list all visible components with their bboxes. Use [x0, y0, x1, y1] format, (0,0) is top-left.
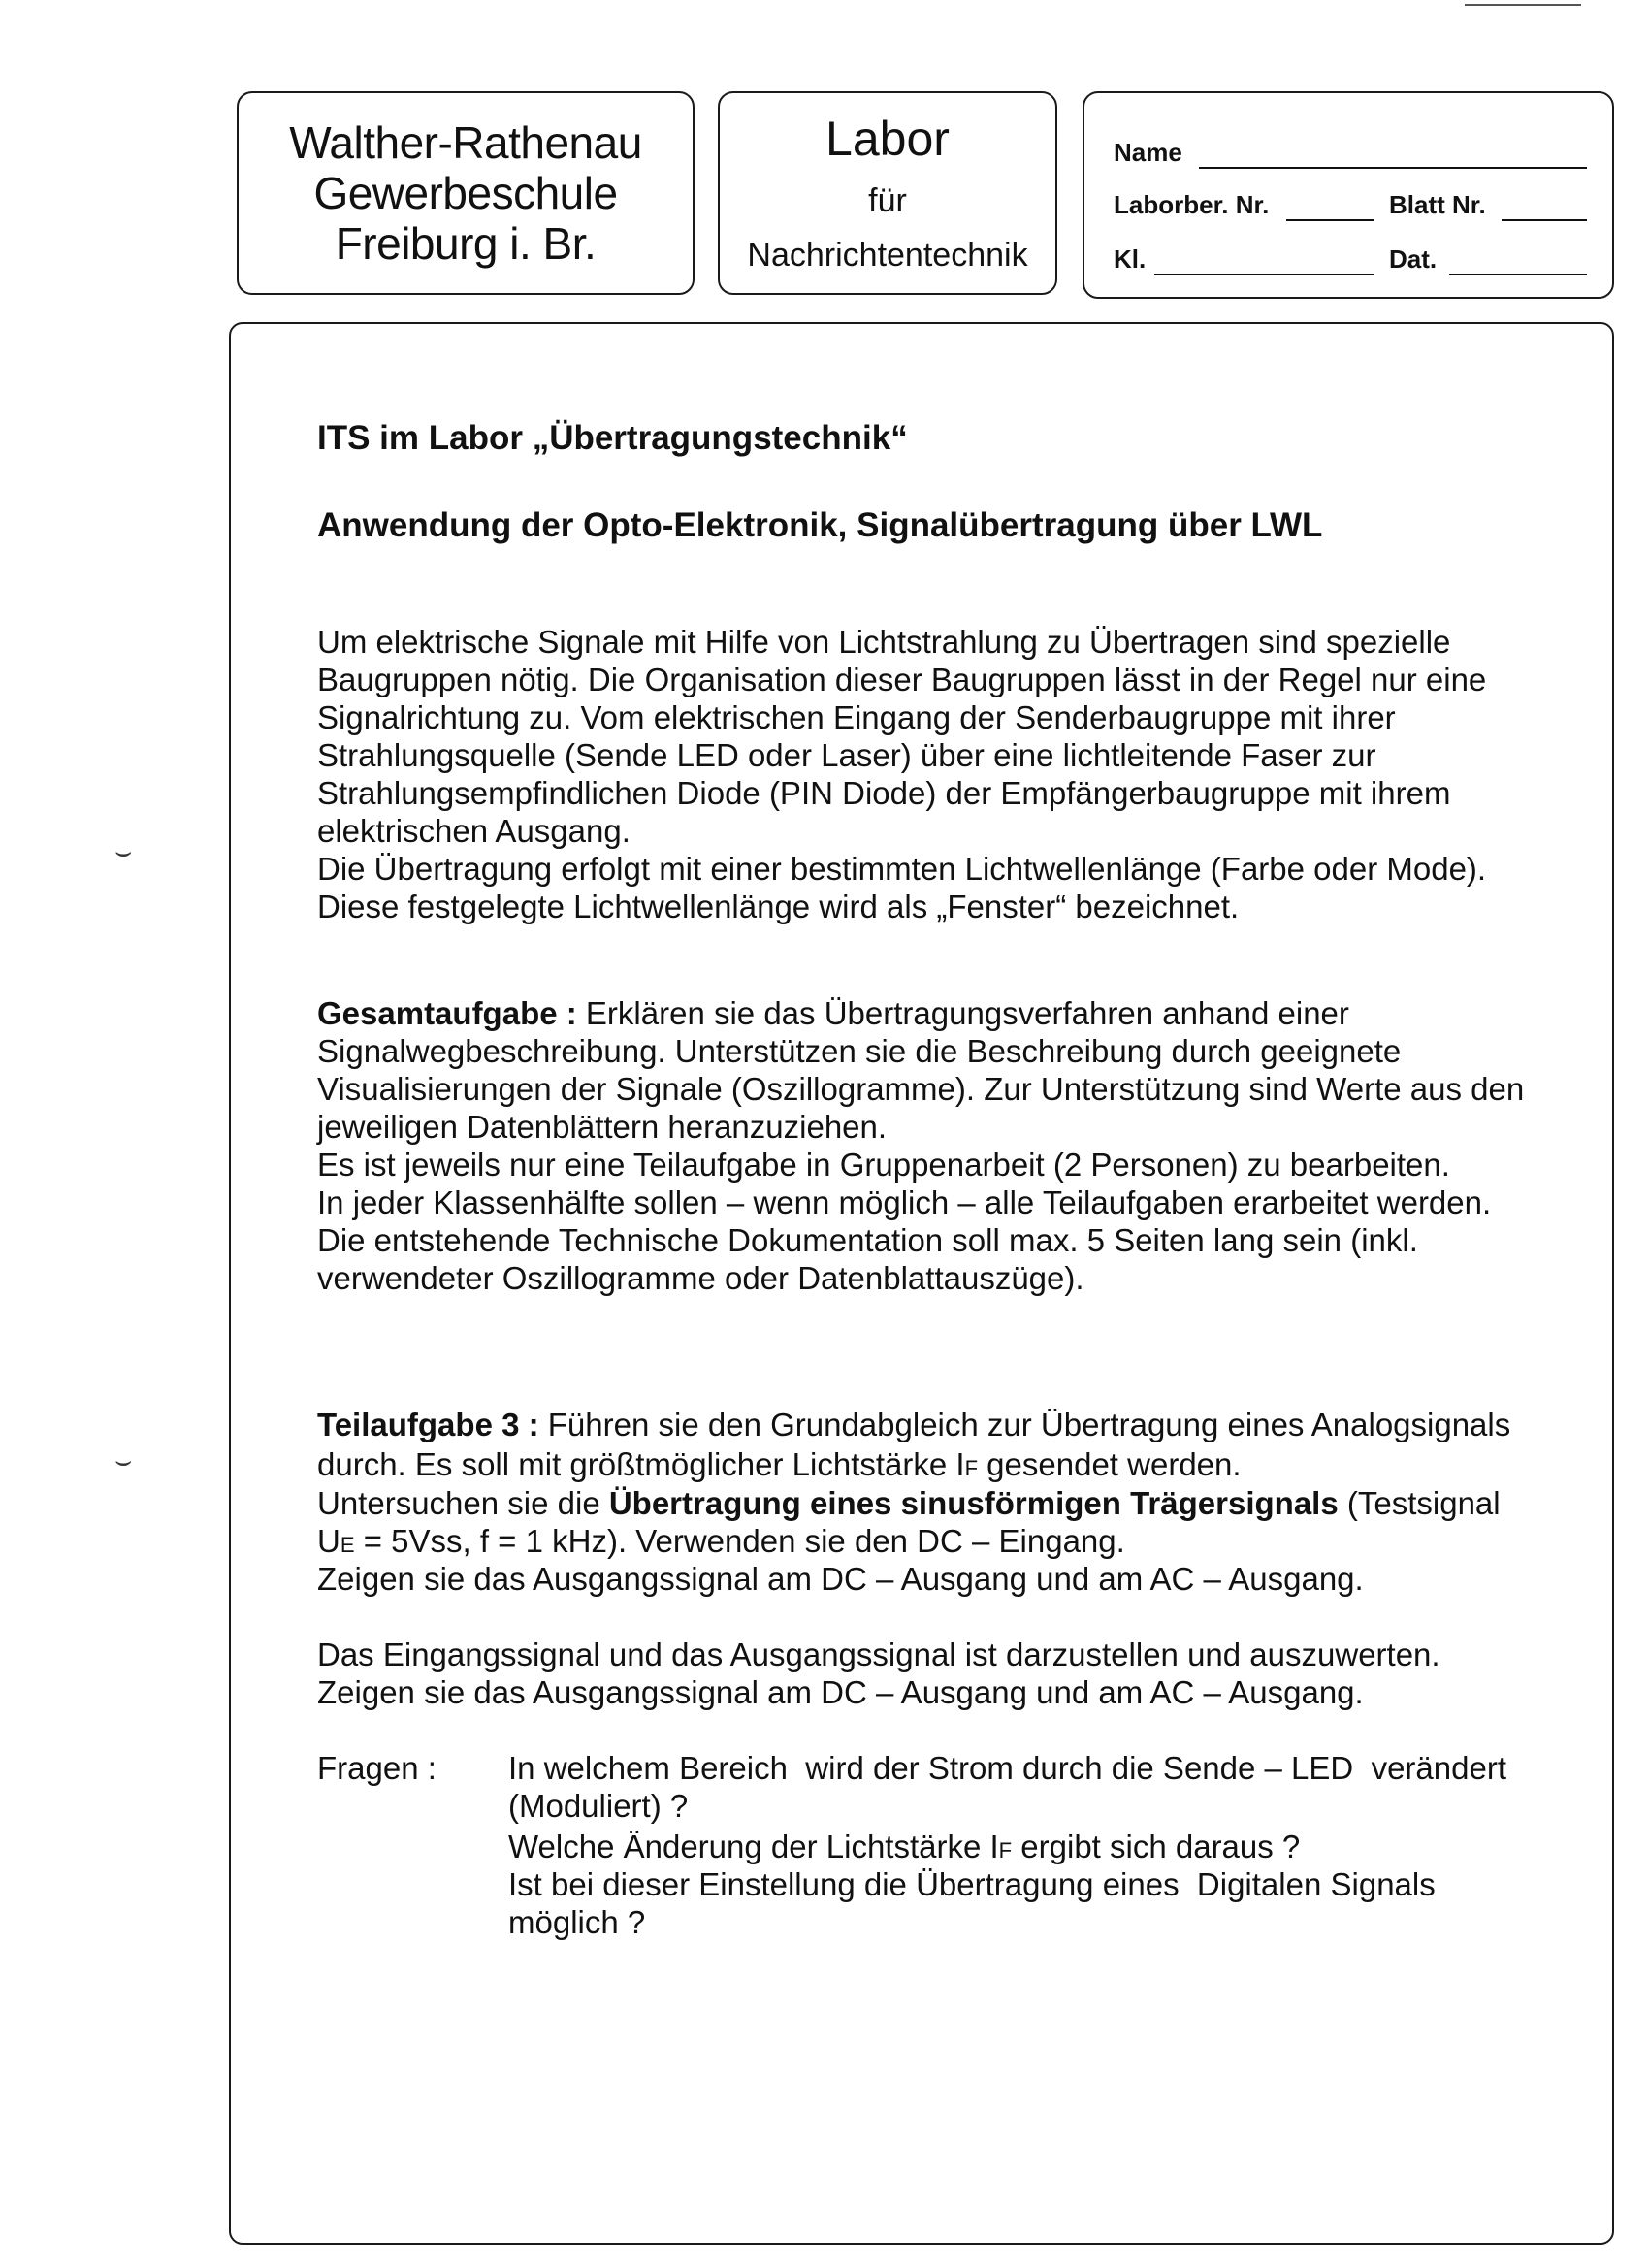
frage-2: [508, 1828, 1300, 1869]
teil-text-4b: = 5Vss, f = 1 kHz). Verwenden sie den DC – Eingang.: [354, 1523, 1125, 1559]
intro-line-7: Die Übertragung erfolgt mit einer bestimmten Lichtwellenlänge (Farbe oder Mode).: [317, 851, 1487, 887]
gesamt-line-1: [317, 994, 1349, 1032]
teil-line-7: Zeigen sie das Ausgangssignal am DC – Ausgang und am AC – Ausgang.: [317, 1674, 1364, 1710]
intro-line-6: elektrischen Ausgang.: [317, 813, 630, 849]
teil-text-2b: gesendet werden.: [978, 1446, 1242, 1482]
gesamt-line-5: Es ist jeweils nur eine Teilaufgabe in Gruppenarbeit (2 Personen) zu bearbeiten.: [317, 1147, 1450, 1183]
lab-department: Nachrichtentechnik: [747, 237, 1028, 274]
gesamt-line-6: In jeder Klassenhälfte sollen – wenn möglich – alle Teilaufgaben erarbeitet werden.: [317, 1184, 1492, 1220]
gesamt-line-7: Die entstehende Technische Dokumentation soll max. 5 Seiten lang sein (inkl.: [317, 1222, 1418, 1258]
klasse-field[interactable]: [1154, 274, 1374, 275]
if-subscript: F: [964, 1456, 979, 1480]
teil-line-2: [317, 1445, 1242, 1487]
teil-label: Teilaufgabe 3 :: [317, 1407, 539, 1442]
intro-line-2: Baugruppen nötig. Die Organisation dieser Baugruppen lässt in der Regel nur eine: [317, 662, 1487, 697]
gesamt-line-8: verwendeter Oszillogramme oder Datenblattauszüge).: [317, 1260, 1084, 1296]
teil-text-3c: (Testsignal: [1338, 1485, 1501, 1521]
datum-label: Dat.: [1389, 244, 1438, 274]
scan-mark-left-2: ⌣: [114, 1445, 133, 1475]
ue-symbol: U: [317, 1523, 340, 1559]
school-name-line-3: Freiburg i. Br.: [335, 218, 597, 269]
gesamt-first: Erklären sie das Übertragungsverfahren anhand einer: [576, 995, 1349, 1031]
teil-text-3a: Untersuchen sie die: [317, 1485, 609, 1521]
title-anwendung: Anwendung der Opto-Elektronik, Signalübertragung über LWL: [317, 506, 1323, 544]
lab-title: Labor: [825, 112, 950, 166]
if-symbol: I: [955, 1446, 965, 1482]
laborber-field[interactable]: [1286, 219, 1374, 221]
fragen-label: Fragen :: [317, 1750, 436, 1786]
intro-line-1: Um elektrische Signale mit Hilfe von Lichtstrahlung zu Übertragen sind spezielle: [317, 624, 1451, 660]
scan-mark-left-1: ⌣: [114, 836, 133, 866]
frage-2-if-subscript: F: [998, 1838, 1013, 1863]
teil-text-2a: durch. Es soll mit größtmöglicher Lichtstärke: [317, 1446, 956, 1482]
teil-line-6: Das Eingangssignal und das Ausgangssignal ist darzustellen und auszuwerten.: [317, 1636, 1440, 1672]
teil-text-1: Führen sie den Grundabgleich zur Übertragung eines Analogsignals: [538, 1407, 1511, 1442]
datum-field[interactable]: [1449, 274, 1587, 275]
gesamt-label: Gesamtaufgabe :: [317, 995, 577, 1031]
frage-1-line-2: (Moduliert) ?: [508, 1788, 689, 1824]
blatt-label: Blatt Nr.: [1389, 190, 1486, 219]
gesamt-line-3: Visualisierungen der Signale (Oszillogramme). Zur Unterstützung sind Werte aus den: [317, 1071, 1525, 1107]
frage-1-line-1: In welchem Bereich wird der Strom durch die Sende – LED verändert: [508, 1750, 1506, 1786]
title-its: ITS im Labor „Übertragungstechnik“: [317, 419, 908, 457]
student-info-box: [1083, 91, 1614, 299]
frage-3-line-1: Ist bei dieser Einstellung die Übertragung eines Digitalen Signals: [508, 1866, 1436, 1902]
ue-subscript: E: [340, 1533, 355, 1557]
intro-line-3: Signalrichtung zu. Vom elektrischen Eingang der Senderbaugruppe mit ihrer: [317, 699, 1396, 735]
frage-2-if-symbol: I: [989, 1829, 999, 1864]
school-header-box: [237, 91, 695, 295]
klasse-label: Kl.: [1114, 244, 1147, 274]
name-field[interactable]: [1199, 167, 1587, 169]
frage-2a: Welche Änderung der Lichtstärke: [508, 1829, 990, 1864]
intro-line-4: Strahlungsquelle (Sende LED oder Laser) über eine lichtleitende Faser zur: [317, 737, 1376, 773]
intro-line-5: Strahlungsempfindlichen Diode (PIN Diode) der Empfängerbaugruppe mit ihrem: [317, 775, 1451, 811]
teil-line-5: Zeigen sie das Ausgangssignal am DC – Ausgang und am AC – Ausgang.: [317, 1561, 1364, 1597]
teil-line-1: [317, 1406, 1510, 1443]
frage-2b: ergibt sich daraus ?: [1012, 1829, 1301, 1864]
teil-line-4: [317, 1522, 1125, 1564]
lab-fuer: für: [868, 182, 907, 219]
name-label: Name: [1114, 138, 1182, 167]
frage-3-line-2: möglich ?: [508, 1904, 646, 1940]
scan-mark-top: [1465, 4, 1581, 6]
teil-text-3b: Übertragung eines sinusförmigen Trägersignals: [608, 1485, 1339, 1521]
intro-line-8: Diese festgelegte Lichtwellenlänge wird als „Fenster“ bezeichnet.: [317, 889, 1240, 924]
blatt-field[interactable]: [1502, 219, 1587, 221]
school-name-line-1: Walther-Rathenau: [289, 117, 642, 168]
gesamt-line-4: jeweiligen Datenblättern heranzuziehen.: [317, 1109, 888, 1145]
laborber-label: Laborber. Nr.: [1114, 190, 1270, 219]
gesamt-line-2: Signalwegbeschreibung. Unterstützen sie die Beschreibung durch geeignete: [317, 1033, 1402, 1069]
teil-line-3: [317, 1484, 1501, 1522]
school-name-line-2: Gewerbeschule: [313, 168, 618, 218]
lab-header-box: [718, 91, 1057, 295]
